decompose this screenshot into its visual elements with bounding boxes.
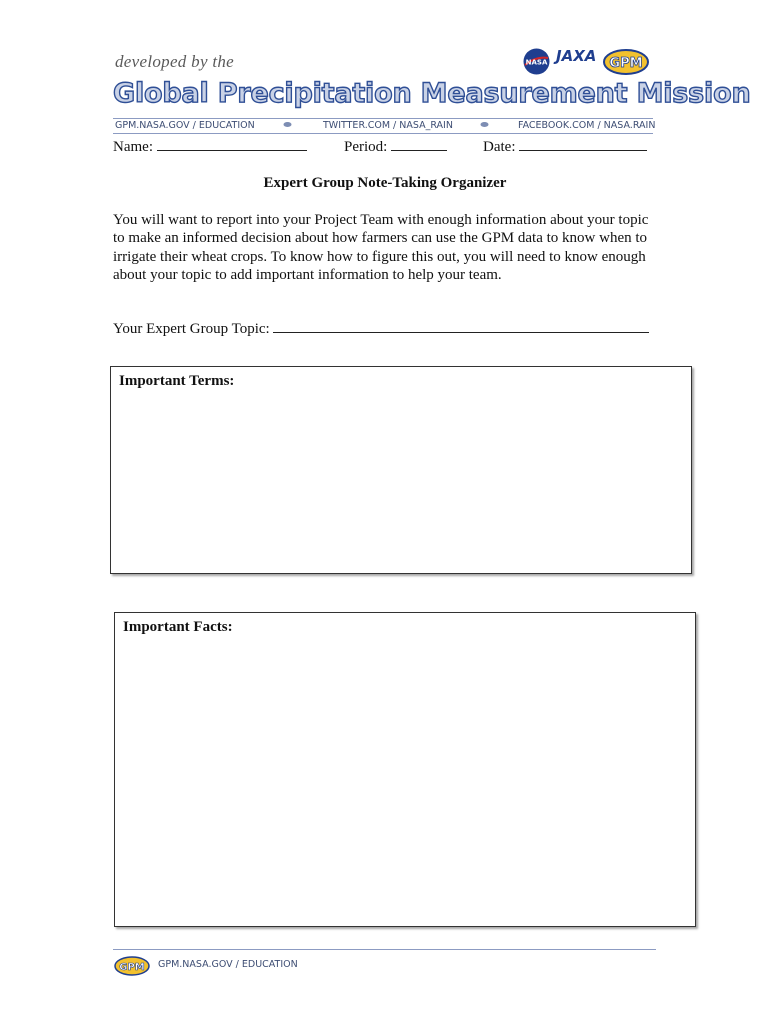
footer-rule bbox=[113, 949, 656, 950]
facebook-link[interactable]: FACEBOOK.COM / NASA.RAIN bbox=[518, 120, 656, 131]
satellite-icon bbox=[480, 121, 489, 128]
name-label: Name: bbox=[113, 139, 153, 155]
date-blank[interactable] bbox=[519, 138, 647, 151]
important-facts-label: Important Facts: bbox=[123, 619, 233, 635]
important-terms-box[interactable] bbox=[110, 366, 692, 574]
important-facts-box[interactable] bbox=[114, 612, 696, 927]
date-field bbox=[483, 138, 647, 156]
period-field bbox=[344, 138, 447, 156]
developed-by-text: developed by the bbox=[115, 52, 235, 71]
twitter-link[interactable]: TWITTER.COM / NASA_RAIN bbox=[323, 120, 453, 131]
footer-gpm-logo-text: GPM bbox=[119, 962, 145, 973]
name-field bbox=[113, 138, 307, 156]
expert-topic-field bbox=[113, 320, 649, 338]
satellite-icon bbox=[283, 121, 292, 128]
name-blank[interactable] bbox=[157, 138, 307, 151]
document-title: Expert Group Note-Taking Organizer bbox=[263, 175, 507, 191]
header-rule-top bbox=[113, 118, 653, 119]
education-link[interactable]: GPM.NASA.GOV / EDUCATION bbox=[115, 120, 255, 131]
gpm-logo-text: GPM bbox=[609, 56, 643, 71]
mission-title: Global Precipitation Measurement Mission bbox=[113, 78, 751, 109]
gpm-logo bbox=[603, 49, 649, 75]
nasa-logo-text: NASA bbox=[525, 58, 548, 67]
nasa-logo bbox=[523, 48, 550, 75]
topic-label: Your Expert Group Topic: bbox=[113, 321, 270, 337]
period-blank[interactable] bbox=[391, 138, 447, 151]
footer-education-link[interactable]: GPM.NASA.GOV / EDUCATION bbox=[158, 959, 298, 970]
footer-gpm-logo bbox=[114, 956, 150, 976]
jaxa-logo: JAXA bbox=[556, 47, 597, 65]
period-label: Period: bbox=[344, 139, 388, 155]
topic-blank[interactable] bbox=[273, 320, 649, 333]
date-label: Date: bbox=[483, 139, 516, 155]
important-terms-label: Important Terms: bbox=[119, 373, 235, 389]
intro-paragraph: You will want to report into your Project Team with enough information about your topic to make an informed decision about how farmers can use the GPM data to know when to irrigate their wheat crops. To know how to figure this out, you will need to know enough about your topic to add important information to help your team. bbox=[113, 212, 649, 283]
header-rule-bottom bbox=[113, 133, 653, 134]
